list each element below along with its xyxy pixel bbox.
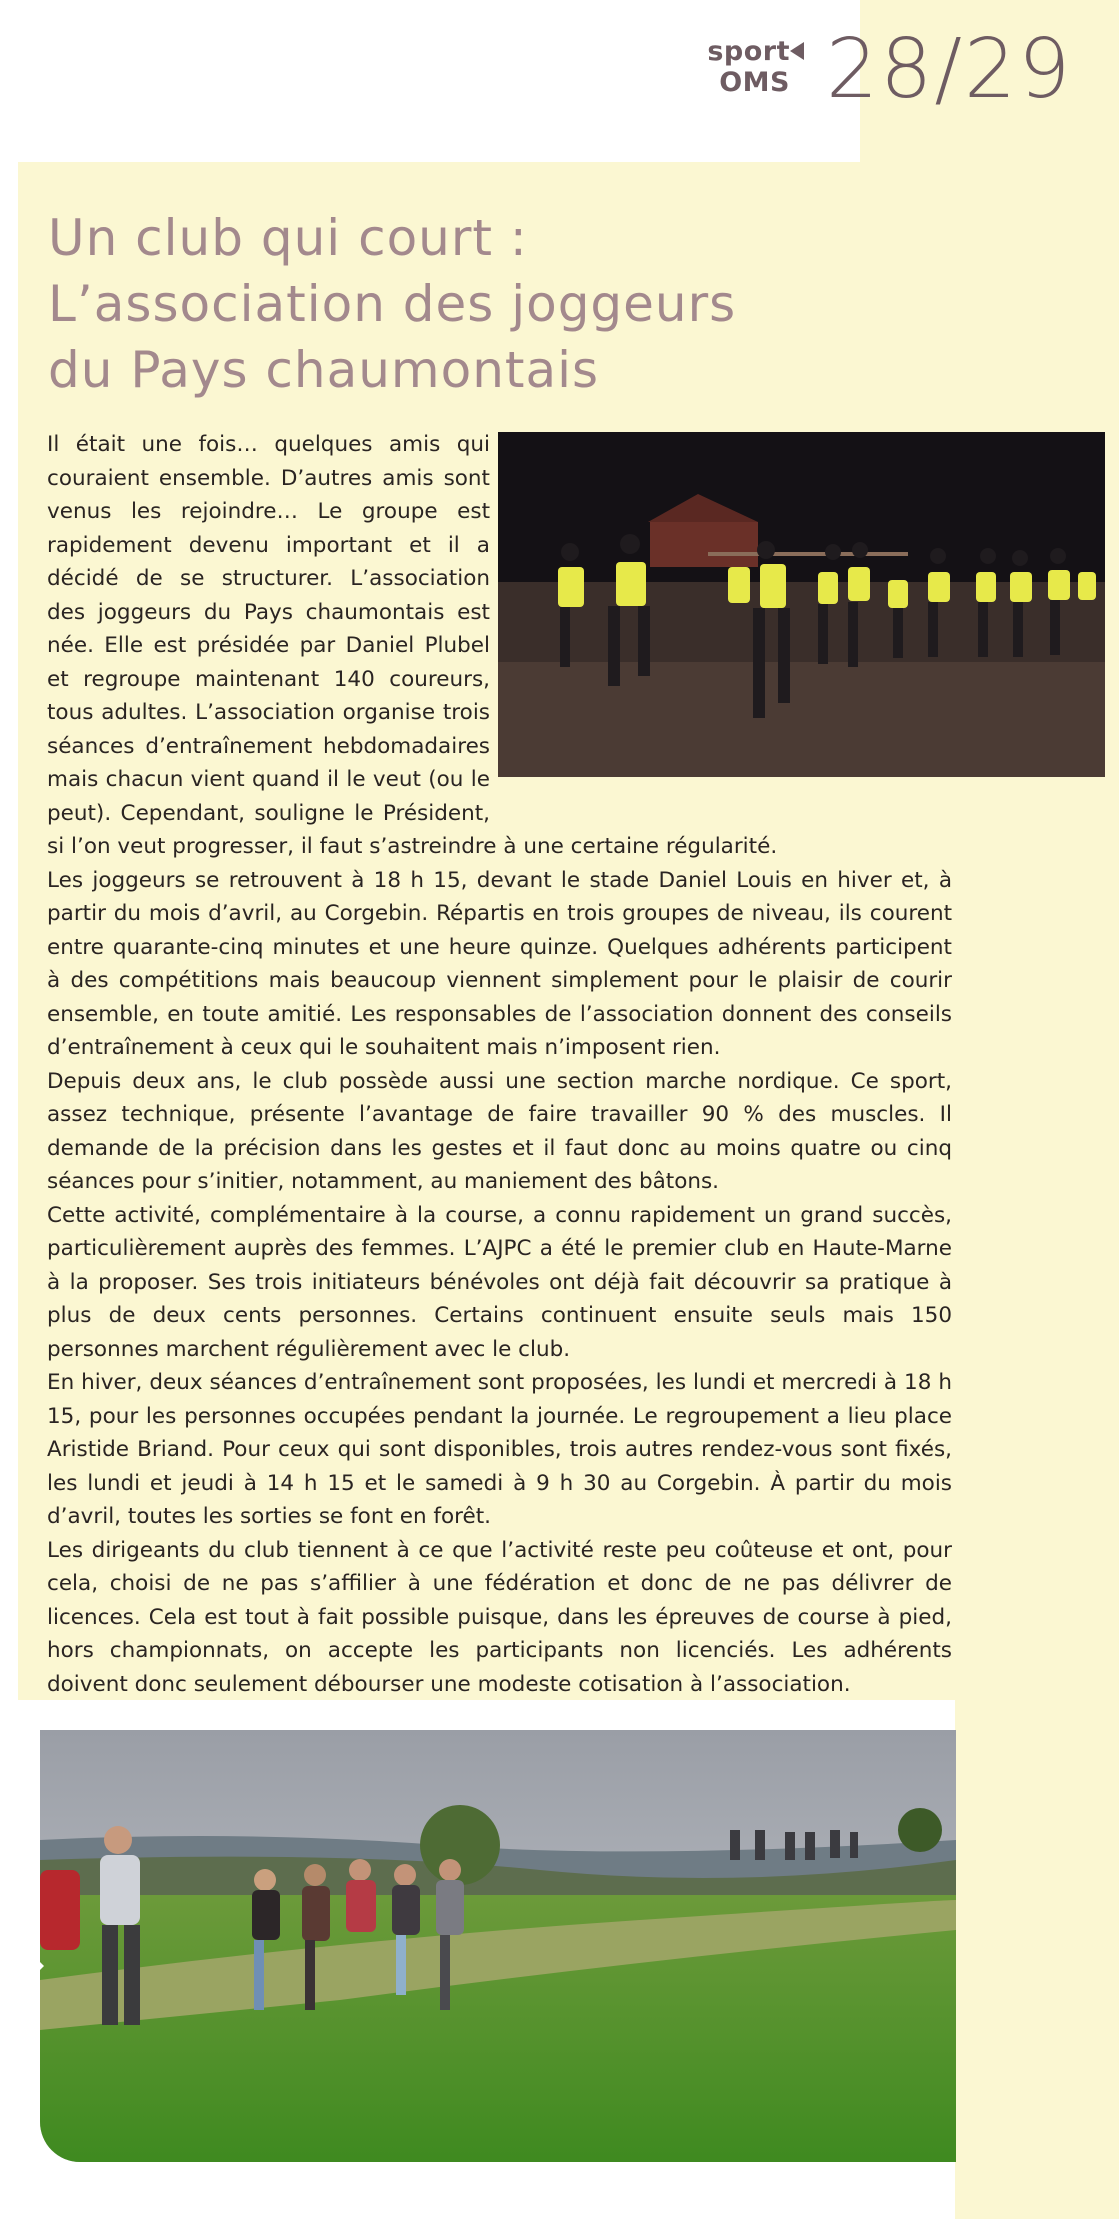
paragraph-1: Il était une fois… quelques amis qui couraient ensemble. D’autres amis sont venus les rejoindre… Le groupe est rapidement devenu important et il a décidé de se structurer. L’association des joggeurs du Pays chaumontais est née. Elle est présidée par Daniel Plubel et regroupe maintenant 140 coureurs, tous adultes. L’association organise trois séances d’entraînement hebdomadaires mais chacun vient quand il le veut (ou le peut). Cependant, souligne le Président, si l’on veut progresser, il faut s’astreindre à une certaine régularité. [47, 432, 778, 859]
paragraph-5: En hiver, deux séances d’entraînement sont proposées, les lundi et mercredi à 18 h 15, pour les personnes occupées pendant la journée. Le regroupement a lieu place Aristide Briand. Pour ceux qui sont disponibles, trois autres rendez-vous sont fixés, les lundi et jeudi à 14 h 15 et le samedi à 9 h 30 au Corgebin. À partir du mois d’avril, toutes les sorties se font en forêt. [47, 1370, 952, 1529]
title-line-2: L’association des joggeurs [48, 275, 737, 333]
paragraph-4: Cette activité, complémentaire à la course, a connu rapidement un grand succès, particulièrement auprès des femmes. L’AJPC a été le premier club en Haute-Marne à la proposer. Ses trois initiateurs bénévoles ont déjà fait découvrir sa pratique à plus de deux cents personnes. Certains continuent ensuite seuls mais 150 personnes marchent régulièrement avec le club. [47, 1202, 952, 1362]
title-line-1: Un club qui court : [48, 209, 528, 267]
article-title [48, 205, 1048, 403]
paragraph-2: Les joggeurs se retrouvent à 18 h 15, devant le stade Daniel Louis en hiver et, à partir du mois d’avril, au Corgebin. Répartis en trois groupes de niveau, ils courent entre quarante-cinq minutes et une heure quinze. Quelques adhérents participent à des compétitions mais beaucoup viennent simplement pour le plaisir de courir ensemble, en toute amitié. Les responsables de l’association donnent des conseils d’entraînement à ceux qui le souhaitent mais n’imposent rien. [47, 867, 952, 1060]
page-band-bottom [955, 1700, 1119, 2219]
nordic-walking-photo [40, 1730, 956, 2162]
photo-spacer [490, 428, 952, 800]
triangle-left-icon [790, 42, 804, 60]
title-line-3: du Pays chaumontais [48, 341, 600, 399]
paragraph-3: Depuis deux ans, le club possède aussi une section marche nordique. Ce sport, assez technique, présente l’avantage de faire travailler 90 % des muscles. Il demande de la précision dans les gestes et il faut donc au moins quatre ou cinq séances pour s’initier, notamment, au maniement des bâtons. [47, 1068, 952, 1194]
page-notch [18, 1940, 44, 1992]
page-number: 28/29 [826, 22, 1073, 117]
paragraph-6: Les dirigeants du club tiennent à ce que l’activité reste peu coûteuse et ont, pour cela, choisi de ne pas s’affilier à une fédération et donc de ne pas délivrer de licences. Cela est tout à fait possible puisque, dans les épreuves de course à pied, hors championnats, on accepte les participants non licenciés. Les adhérents doivent donc seulement débourser une modeste cotisation à l’association. [47, 1537, 952, 1697]
article-body [47, 428, 952, 1701]
section-label: sport OMS [707, 36, 790, 98]
